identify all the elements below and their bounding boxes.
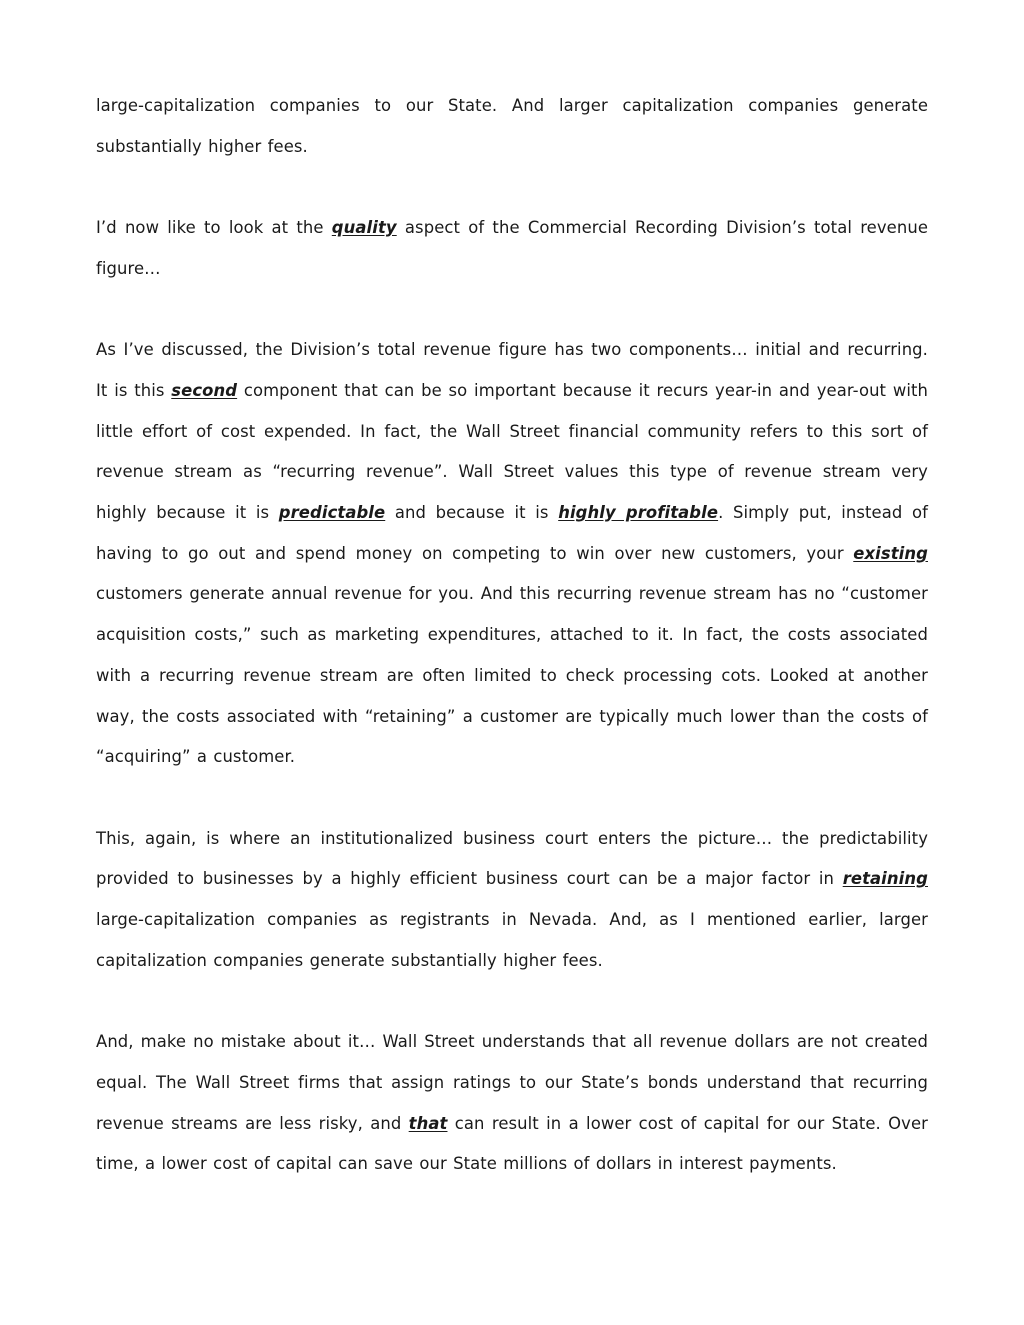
paragraph-continuation xyxy=(96,86,928,167)
emphasized-text: retaining xyxy=(842,869,928,889)
body-text: customers generate annual revenue for you. And this recurring revenue stream has no “customer acquisition costs,” such as marketing expenditures, attached to it. In fact, the costs associated with a recurring revenue stream are often limited to check processing cots. Looked at another way, the costs associated with “retaining” a customer are typically much lower than the costs of “acquiring” a customer. xyxy=(96,584,928,767)
emphasized-text: existing xyxy=(853,543,928,563)
body-text: And, make no mistake about it… Wall Street understands that all revenue dollars are not created equal. The Wall Street firms that assign ratings to our State’s bonds understand that recurring revenue streams are less risky, and xyxy=(96,1032,928,1133)
body-text: can result in a lower cost of capital for our State. Over time, a lower cost of capital can save our State millions of dollars in interest payments. xyxy=(96,1113,928,1174)
paragraph-quality xyxy=(96,208,928,289)
body-text: aspect of the Commercial Recording Division’s total revenue figure… xyxy=(96,218,928,278)
emphasized-text: second xyxy=(171,380,238,400)
paragraph-recurring-revenue xyxy=(96,330,928,778)
document-body xyxy=(96,86,928,1226)
emphasized-text: quality xyxy=(331,218,397,238)
body-text: . Simply put, instead of having to go out and spend money on competing to win over new customers, your xyxy=(96,503,928,563)
emphasized-text: highly profitable xyxy=(558,503,719,522)
emphasized-text: predictable xyxy=(278,503,386,522)
paragraph-wall-street xyxy=(96,1022,928,1185)
body-text: I’d now like to look at the xyxy=(96,218,332,238)
paragraph-business-court xyxy=(96,819,928,982)
body-text: large-capitalization companies to our State. And larger capitalization companies generate substantially higher fees. xyxy=(96,96,928,156)
body-text: large-capitalization companies as registrants in Nevada. And, as I mentioned earlier, larger capitalization companies generate substantially higher fees. xyxy=(96,910,928,970)
body-text: As I’ve discussed, the Division’s total revenue figure has two components… initial and recurring. It is this xyxy=(96,340,928,400)
body-text: This, again, is where an institutionalized business court enters the picture… the predictability provided to businesses by a highly efficient business court can be a major factor in xyxy=(96,828,928,889)
emphasized-text: that xyxy=(408,1113,448,1133)
body-text: and because it is xyxy=(385,503,559,522)
body-text: component that can be so important because it recurs year-in and year-out with little effort of cost expended. In fact, the Wall Street financial community refers to this sort of revenue stream as “recurring revenue”. Wall Street values this type of revenue stream very highly because it is xyxy=(96,380,928,522)
